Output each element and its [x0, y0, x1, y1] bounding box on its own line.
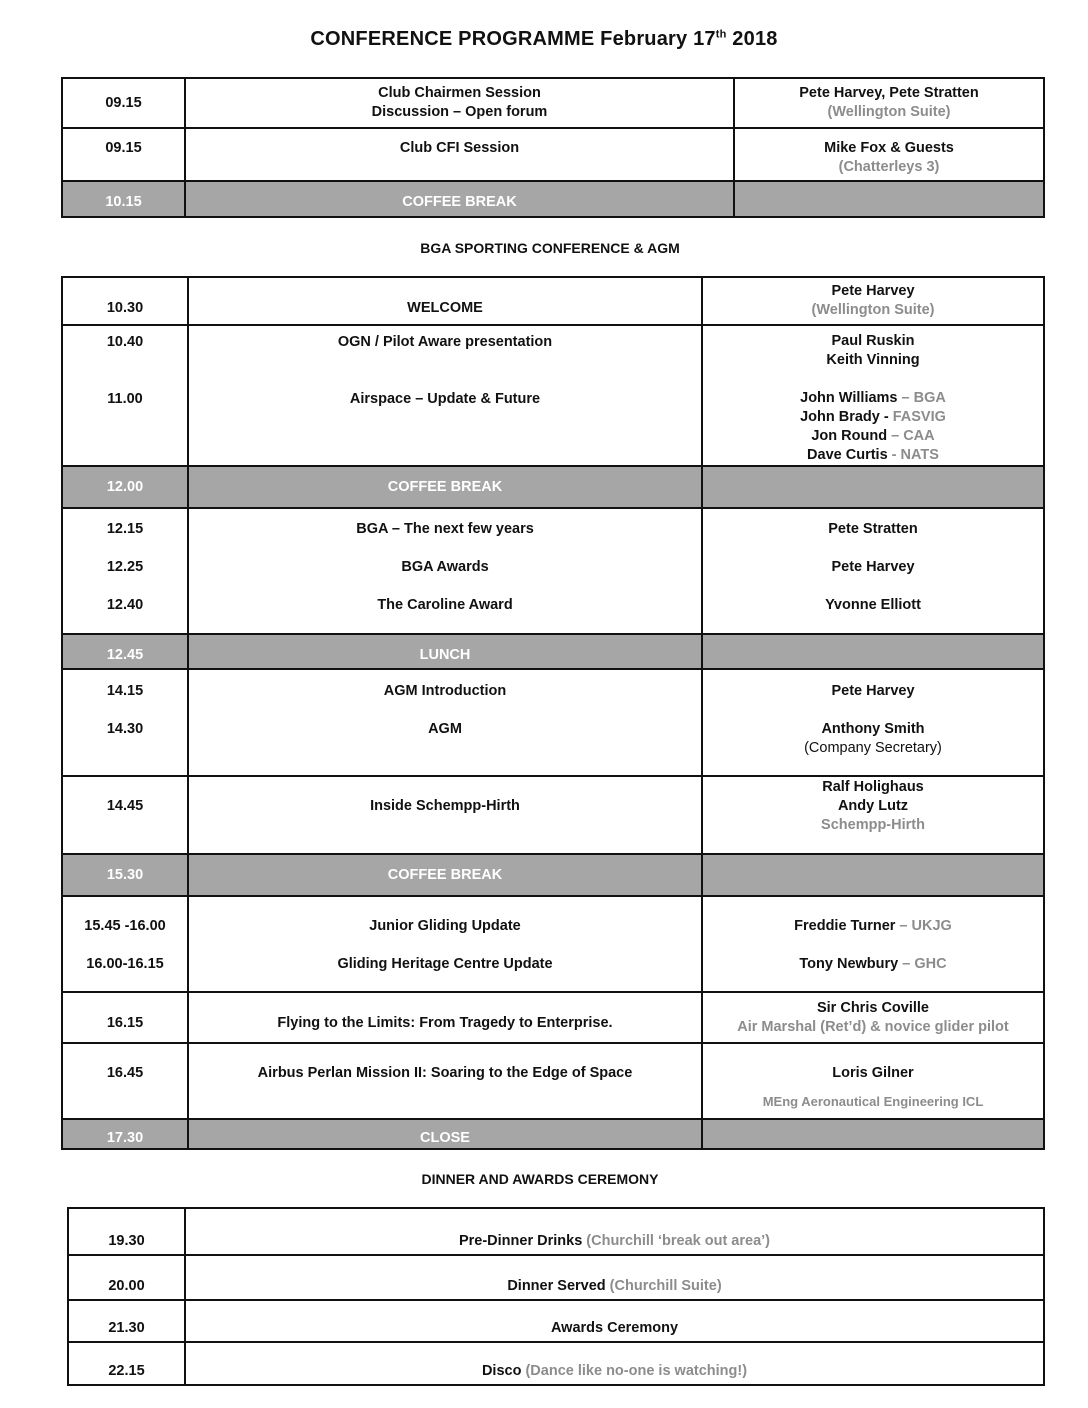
break-row [62, 854, 1044, 896]
speaker-line [703, 955, 1043, 974]
speaker-line [703, 427, 1043, 446]
dinner-table [67, 1207, 1045, 1386]
table-row [62, 325, 1044, 466]
event-cell: WELCOME [188, 277, 702, 325]
table-row [62, 1043, 1044, 1119]
separator: - [879, 409, 893, 425]
separator: – [898, 956, 915, 972]
event-cell: CLOSE [188, 1119, 702, 1149]
empty-cell [702, 466, 1044, 508]
event-title: AGM Introduction [383, 683, 507, 699]
speaker-name: Tony Newbury [799, 956, 899, 972]
time-text: 12.15 [106, 521, 144, 537]
speaker-line [703, 408, 1043, 427]
time-cell: 12.45 [62, 634, 188, 669]
speaker-name: John Williams [800, 390, 898, 406]
speaker-name: Yvonne Elliott [825, 597, 921, 613]
table-row [62, 277, 1044, 325]
time-text: 14.15 [106, 683, 144, 699]
speaker-cell [734, 78, 1044, 128]
event-title: The Caroline Award [377, 597, 513, 613]
event-cell: COFFEE BREAK [188, 466, 702, 508]
separator: - [887, 447, 901, 463]
speaker-org: NATS [900, 447, 939, 463]
title-year: 2018 [726, 28, 778, 50]
time-text: 12.40 [106, 597, 144, 613]
event-title: Gliding Heritage Centre Update [337, 956, 553, 972]
time-cell [62, 325, 188, 466]
break-row [62, 1119, 1044, 1149]
event-note: (Churchill Suite) [605, 1278, 722, 1294]
event-cell: COFFEE BREAK [188, 854, 702, 896]
event-title: Pre-Dinner Drinks [458, 1233, 583, 1249]
event-cell: Airbus Perlan Mission II: Soaring to the Edge of Space [188, 1043, 702, 1119]
speaker-cell [702, 992, 1044, 1043]
time-cell [62, 508, 188, 634]
time-cell: 15.30 [62, 854, 188, 896]
event-cell [185, 78, 734, 128]
time-text: 11.00 [107, 391, 143, 407]
event-cell: LUNCH [188, 634, 702, 669]
time-cell: 22.15 [68, 1342, 185, 1385]
table-row [62, 508, 1044, 634]
title-superscript: th [715, 28, 727, 41]
speaker-org: BGA [913, 390, 946, 406]
speaker-name: Ralf Holighaus [822, 779, 924, 795]
speaker-name: Pete Harvey, Pete Stratten [799, 85, 979, 101]
location-text: (Wellington Suite) [811, 302, 935, 318]
speaker-name: Jon Round [811, 428, 888, 444]
event-cell: Flying to the Limits: From Tragedy to Enterprise. [188, 992, 702, 1043]
separator: – [887, 428, 904, 444]
event-title: Airspace – Update & Future [349, 391, 541, 407]
table-row [62, 992, 1044, 1043]
event-title: Dinner Served [507, 1278, 606, 1294]
speaker-name: Pete Harvey [831, 283, 915, 299]
speaker-cell [702, 277, 1044, 325]
event-title: BGA Awards [401, 559, 489, 575]
speaker-line [703, 446, 1043, 465]
speaker-role: Air Marshal (Ret’d) & novice glider pilot [737, 1018, 1009, 1035]
time-text: 16.00-16.15 [86, 956, 164, 972]
speaker-name: Pete Harvey [831, 683, 915, 699]
event-title: AGM [428, 721, 462, 737]
event-cell [188, 669, 702, 776]
time-cell: 19.30 [68, 1208, 185, 1255]
event-cell [185, 1342, 1044, 1385]
event-cell [185, 1208, 1044, 1255]
event-cell: Club CFI Session [185, 128, 734, 181]
speaker-name: Pete Harvey [831, 559, 915, 575]
table-row [68, 1300, 1044, 1342]
speaker-line [703, 389, 1043, 408]
event-cell: COFFEE BREAK [185, 181, 734, 217]
event-cell: Inside Schempp-Hirth [188, 776, 702, 854]
table-row [68, 1208, 1044, 1255]
speaker-name: Mike Fox & Guests [824, 140, 954, 156]
title-text: CONFERENCE PROGRAMME February 17 [310, 28, 716, 50]
break-row [62, 634, 1044, 669]
table-row [62, 776, 1044, 854]
speaker-role: (Company Secretary) [804, 740, 942, 756]
event-title: Junior Gliding Update [369, 918, 521, 934]
speaker-cell [734, 128, 1044, 181]
speaker-org: UKJG [911, 918, 952, 934]
speaker-org: GHC [914, 956, 947, 972]
table-row [68, 1255, 1044, 1300]
separator: – [897, 390, 914, 406]
time-cell: 16.45 [62, 1043, 188, 1119]
speaker-org: CAA [903, 428, 935, 444]
speaker-role: MEng Aeronautical Engineering ICL [762, 1094, 984, 1109]
event-cell [188, 325, 702, 466]
break-row [62, 466, 1044, 508]
speaker-org: FASVIG [892, 409, 946, 425]
time-text: 12.25 [106, 559, 144, 575]
speaker-cell [702, 1043, 1044, 1119]
table-row [68, 1342, 1044, 1385]
event-title: Disco [481, 1363, 522, 1379]
speaker-name: Anthony Smith [821, 721, 925, 737]
time-cell: 09.15 [62, 128, 185, 181]
event-note: (Dance like no-one is watching!) [521, 1363, 748, 1379]
time-cell: 16.15 [62, 992, 188, 1043]
event-cell [188, 508, 702, 634]
speaker-name: Freddie Turner [794, 918, 896, 934]
speaker-cell [702, 325, 1044, 466]
event-cell [188, 896, 702, 992]
time-cell [62, 669, 188, 776]
morning-sessions-table [61, 77, 1045, 218]
break-row [62, 181, 1044, 217]
speaker-cell [702, 896, 1044, 992]
separator: – [895, 918, 912, 934]
time-cell: 20.00 [68, 1255, 185, 1300]
time-cell: 14.45 [62, 776, 188, 854]
section-heading-dinner: DINNER AND AWARDS CEREMONY [421, 1171, 659, 1187]
speaker-name: Keith Vinning [826, 352, 920, 368]
table-row [62, 669, 1044, 776]
speaker-org: Schempp-Hirth [821, 817, 925, 833]
empty-cell [702, 634, 1044, 669]
speaker-name: Sir Chris Coville [816, 999, 929, 1016]
table-row [62, 78, 1044, 128]
speaker-name: John Brady [800, 409, 880, 425]
time-cell: 17.30 [62, 1119, 188, 1149]
location-text: (Chatterleys 3) [838, 159, 940, 175]
time-cell: 10.30 [62, 277, 188, 325]
speaker-cell [702, 508, 1044, 634]
event-note: (Churchill ‘break out area’) [582, 1233, 771, 1249]
time-cell: 12.00 [62, 466, 188, 508]
event-title: Awards Ceremony [550, 1320, 679, 1336]
page-title [0, 28, 1088, 51]
speaker-name: Pete Stratten [828, 521, 918, 537]
speaker-cell [702, 776, 1044, 854]
location-text: (Wellington Suite) [827, 104, 951, 120]
event-cell [185, 1300, 1044, 1342]
event-cell [185, 1255, 1044, 1300]
speaker-name: Paul Ruskin [831, 333, 915, 349]
event-title: BGA – The next few years [356, 521, 534, 537]
event-subtitle: Discussion – Open forum [371, 104, 548, 120]
empty-cell [734, 181, 1044, 217]
event-title: OGN / Pilot Aware presentation [337, 334, 553, 350]
time-text: 14.30 [106, 721, 144, 737]
speaker-line [703, 917, 1043, 936]
speaker-name: Loris Gilner [832, 1065, 914, 1081]
time-text: 15.45 -16.00 [84, 918, 166, 934]
empty-cell [702, 854, 1044, 896]
time-cell: 10.15 [62, 181, 185, 217]
empty-cell [702, 1119, 1044, 1149]
speaker-name: Andy Lutz [837, 798, 909, 814]
time-cell [62, 896, 188, 992]
time-text: 10.40 [106, 334, 144, 350]
time-cell: 21.30 [68, 1300, 185, 1342]
section-heading-sporting: BGA SPORTING CONFERENCE & AGM [420, 240, 680, 256]
sporting-conference-table [61, 276, 1045, 1150]
time-cell: 09.15 [62, 78, 185, 128]
table-row [62, 128, 1044, 181]
speaker-cell [702, 669, 1044, 776]
table-row [62, 896, 1044, 992]
event-title: Club Chairmen Session [378, 85, 541, 101]
speaker-name: Dave Curtis [807, 447, 888, 463]
